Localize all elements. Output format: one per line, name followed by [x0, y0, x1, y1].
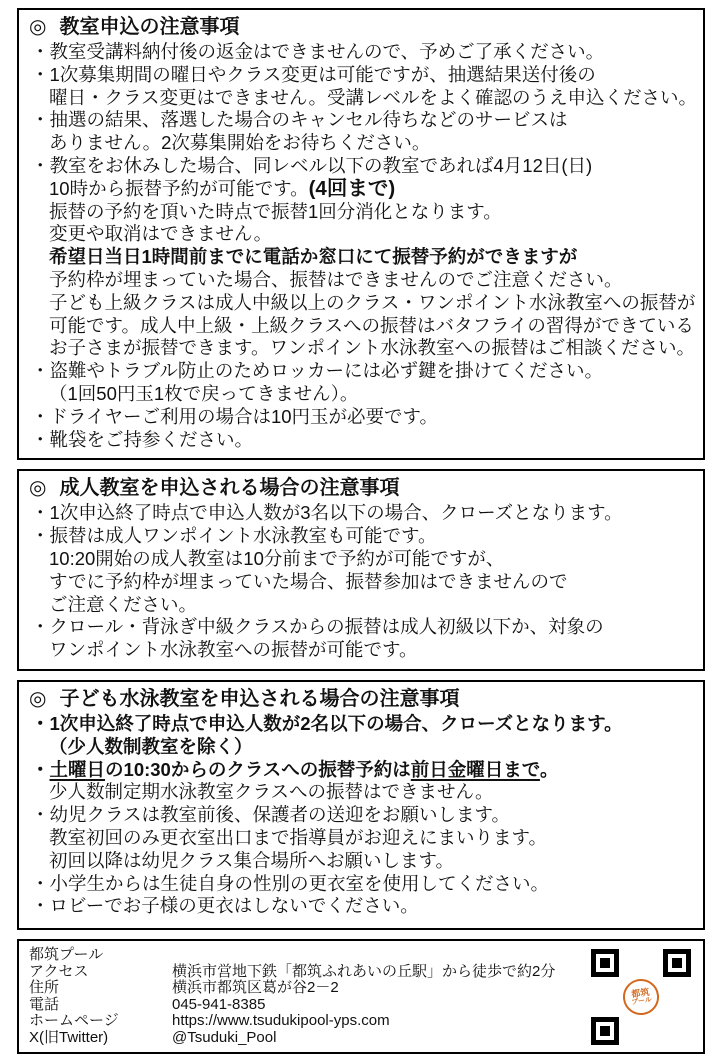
notice-line-underline: 土曜日 [49, 758, 106, 780]
notice-line-text: 。 [539, 758, 559, 780]
notice-line [29, 178, 697, 201]
notice-line: お子さまが振替できます。ワンポイント水泳教室への振替はご相談ください。 [49, 337, 696, 359]
footer-contact-box [17, 939, 705, 1054]
notice-line: ご注意ください。 [49, 593, 198, 615]
notice-line: 曜日・クラス変更はできません。受講レベルをよく確認のうえ申込ください。 [49, 86, 698, 108]
notice-line-underline: 前日金曜日まで [410, 758, 540, 780]
footer-row-phone [29, 997, 591, 1014]
notice-line: ありません。2次募集開始をお待ちください。 [49, 132, 431, 154]
notice-line-bold [29, 759, 697, 782]
notice-line: ・教室受講料納付後の返金はできませんので、予めご了承ください。 [31, 41, 605, 62]
notice-line: 少人数制定期水泳教室クラスへの振替はできません。 [49, 781, 494, 803]
notice-line-bold: （少人数制教室を除く） [49, 735, 253, 757]
section-adult-class-notes [17, 469, 705, 671]
pool-logo-text: 都筑 [630, 986, 650, 999]
notice-line: ・盗難やトラブル防止のためロッカーには必ず鍵を掛けてください。 [31, 360, 604, 382]
pool-logo-text: プール [630, 996, 653, 1006]
notice-line-text: 10時から振替予約が可能です。 [49, 177, 309, 199]
homepage-url: https://www.tsudukipool-yps.com [172, 1012, 390, 1030]
notice-line: 予約枠が埋まっていた場合、振替はできませんのでご注意ください。 [49, 268, 623, 290]
notice-line: ・ロビーでお子様の更衣はしないでください。 [31, 895, 419, 917]
footer-label: ホームページ [29, 1012, 119, 1030]
notice-line: ・クロール・背泳ぎ中級クラスからの振替は成人初級以下か、対象の [31, 616, 604, 638]
twitter-handle: @Tsuduki_Pool [172, 1028, 277, 1046]
pool-logo-stamp [621, 977, 662, 1018]
notice-line: 変更や取消はできません。 [49, 223, 273, 245]
facility-name: 都筑プール [29, 946, 104, 964]
section-title [29, 14, 697, 41]
qr-finder-icon [591, 949, 619, 977]
notice-line: ・1次募集期間の曜日やクラス変更は可能ですが、抽選結果送付後の [31, 63, 596, 85]
double-circle-icon: ◎ [29, 477, 47, 500]
qr-finder-icon [591, 1017, 619, 1045]
section-kids-class-notes [17, 680, 705, 930]
notice-line: ・1次申込終了時点で申込人数が3名以下の場合、クローズとなります。 [31, 502, 623, 524]
double-circle-icon: ◎ [29, 16, 47, 38]
section-title [29, 475, 697, 502]
footer-label: 住所 [29, 979, 60, 997]
notice-line: 10:20開始の成人教室は10分前まで予約が可能ですが、 [49, 547, 505, 569]
notice-line: ワンポイント水泳教室への振替が可能です。 [49, 639, 418, 661]
notice-line: ・靴袋をご持参ください。 [31, 428, 254, 450]
notice-line: ・振替は成人ワンポイント水泳教室も可能です。 [31, 525, 437, 547]
qr-finder-icon [663, 949, 691, 977]
notice-line: ・抽選の結果、落選した場合のキャンセル待ちなどのサービスは [31, 109, 568, 131]
section-class-application-notes [17, 8, 705, 460]
notice-line: すでに予約枠が埋まっていた場合、振替参加はできませんので [49, 570, 568, 592]
section-title-text: 成人教室を申込される場合の注意事項 [59, 477, 400, 500]
notice-line: 可能です。成人中上級・上級クラスへの振替はバタフライの習得ができている [49, 314, 694, 336]
footer-contact-info [29, 947, 591, 1046]
notice-line: （1回50円玉1枚で戻ってきません）。 [49, 382, 359, 404]
footer-row-access [29, 964, 591, 981]
notice-line: ・教室をお休みした場合、同レベル以下の教室であれば4月12日(日) [31, 154, 593, 176]
footer-value: 横浜市営地下鉄「都筑ふれあいの丘駅」から徒歩で約2分 [172, 962, 556, 980]
notice-line: ・幼児クラスは教室前後、保護者の送迎をお願いします。 [31, 804, 510, 826]
notice-line-text: の10:30からのクラスへの振替予約は [105, 758, 411, 780]
notice-line: 子ども上級クラスは成人中級以上のクラス・ワンポイント水泳教室への振替が [49, 291, 696, 313]
double-circle-icon: ◎ [29, 687, 47, 710]
section-title-text: 教室申込の注意事項 [59, 16, 240, 38]
notice-line: 振替の予約を頂いた時点で振替1回分消化となります。 [49, 200, 502, 222]
footer-label: X(旧Twitter) [29, 1028, 109, 1046]
section-title-text: 子ども水泳教室を申込される場合の注意事項 [59, 687, 460, 710]
notice-line: ・小学生からは生徒自身の性別の更衣室を使用してください。 [31, 872, 550, 894]
footer-label: 電話 [29, 995, 60, 1013]
notice-line-text: ・ [31, 758, 50, 780]
footer-value: 横浜市都筑区葛が谷2－2 [172, 979, 339, 997]
footer-row-address [29, 980, 591, 997]
section-title [29, 686, 697, 713]
qr-code [591, 949, 691, 1045]
notice-line: ・ドライヤーご利用の場合は10円玉が必要です。 [31, 405, 439, 427]
footer-row-homepage [29, 1013, 591, 1030]
notice-line-bold: 希望日当日1時間前までに電話か窓口にて振替予約ができますが [49, 246, 578, 268]
footer-label: アクセス [29, 962, 89, 980]
notice-line: 教室初回のみ更衣室出口まで指導員がお迎えにまいります。 [49, 826, 548, 848]
footer-row-twitter [29, 1030, 591, 1047]
notice-line: 初回以降は幼児クラス集合場所へお願いします。 [49, 849, 454, 871]
notice-line-emphasis: (4回まで) [308, 176, 396, 200]
phone-number: 045-941-8385 [172, 995, 266, 1013]
notice-line-bold: ・1次申込終了時点で申込人数が2名以下の場合、クローズとなります。 [31, 712, 623, 734]
